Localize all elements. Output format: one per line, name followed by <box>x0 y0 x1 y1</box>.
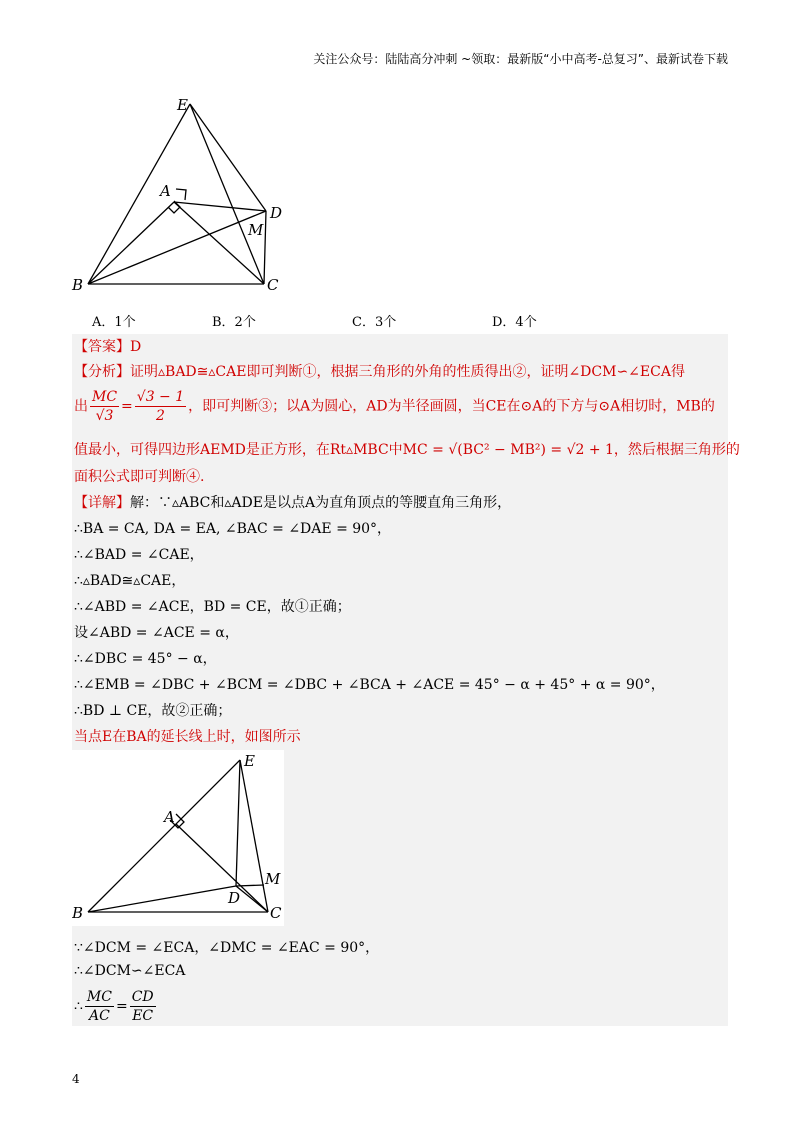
choice-c: C．3个 <box>352 315 397 330</box>
label-M: M <box>248 221 264 239</box>
segment-BD <box>88 211 266 284</box>
page-header: 关注公众号：陆陆高分冲刺 ~领取：最新版“小中高考-总复习”、最新试卷下载 <box>313 52 728 66</box>
fraction-mc-sqrt3 <box>90 388 119 425</box>
answer-value: D <box>130 339 142 355</box>
segment-AB <box>88 202 174 284</box>
fraction-sqrt3-minus-1-over-2 <box>135 388 186 425</box>
analysis-text-1: 证明▵BAD≅▵CAE即可判断①，根据三角形的外角的性质得出②，证明∠DCM∽∠ECA得 <box>130 364 685 380</box>
detail-line-10: 当点E在BA的延长线上时，如图所示 <box>74 729 301 745</box>
label-A: A <box>160 182 171 200</box>
label-B: B <box>72 904 84 922</box>
detail-line-8: ∴∠EMB = ∠DBC + ∠BCM = ∠DBC + ∠BCA + ∠ACE = 45° − α + 45° + α = 90°， <box>74 677 665 693</box>
choice-d: D．4个 <box>492 315 537 330</box>
analysis-line-2 <box>74 388 715 425</box>
analysis-tag: 【分析】 <box>74 364 130 380</box>
label-E: E <box>177 96 188 114</box>
detail-line-13 <box>74 988 158 1025</box>
therefore-sign: ∴ <box>74 998 83 1015</box>
detail-line-5: ∴∠ABD = ∠ACE，BD = CE，故①正确； <box>74 599 351 615</box>
segment-EC <box>190 104 264 284</box>
label-E: E <box>244 752 255 770</box>
analysis-line-3: 值最小，可得四边形AEMD是正方形，在Rt▵MBC中MC = √(BC² − MB²) = √2 + 1，然后根据三角形的 <box>74 442 740 458</box>
detail-line-7: ∴∠DBC = 45° − α， <box>74 651 217 667</box>
detail-line-4: ∴▵BAD≅▵CAE， <box>74 573 186 589</box>
detail-tag: 【详解】 <box>74 495 130 511</box>
fraction-den: AC <box>89 1008 110 1024</box>
detail-line-2: ∴BA = CA, DA = EA, ∠BAC = ∠DAE = 90°， <box>74 521 392 537</box>
fraction-num: CD <box>131 989 154 1005</box>
segment-DC <box>236 886 268 912</box>
fraction-num: MC <box>92 389 118 405</box>
fraction-num: MC <box>86 989 112 1005</box>
label-D: D <box>270 204 283 222</box>
detail-line-11: ∵∠DCM = ∠ECA，∠DMC = ∠EAC = 90°， <box>74 940 380 956</box>
label-B: B <box>72 276 84 294</box>
fraction-den: EC <box>132 1008 154 1024</box>
segment-ED <box>236 760 240 886</box>
fraction-num: √3 − 1 <box>136 389 185 405</box>
right-angle-mark-1 <box>176 189 186 200</box>
analysis-text-2-pre: 出 <box>74 398 88 415</box>
detail-line-6: 设∠ABD = ∠ACE = α， <box>74 625 239 641</box>
segment-AD <box>174 202 266 211</box>
answer-line <box>74 336 141 356</box>
analysis-text-2-post: ，即可判断③；以A为圆心，AD为半径画圆，当CE在⊙A的下方与⊙A相切时，MB的 <box>188 398 715 415</box>
detail-line-1 <box>74 492 511 512</box>
choice-a: A．1个 <box>92 315 136 330</box>
detail-line-9: ∴BD ⊥ CE，故②正确； <box>74 703 232 719</box>
segment-DC <box>264 211 266 284</box>
fraction-cd-ec <box>130 988 156 1025</box>
detail-line-3: ∴∠BAD = ∠CAE， <box>74 547 204 563</box>
equals-sign: = <box>121 398 133 415</box>
label-D: D <box>228 889 241 907</box>
answer-choices <box>92 311 652 331</box>
label-A: A <box>164 808 175 826</box>
geometry-figure-2 <box>72 750 284 926</box>
fraction-mc-ac <box>85 988 114 1025</box>
detail-line-12: ∴∠DCM∽∠ECA <box>74 963 186 979</box>
analysis-line-1 <box>74 361 685 381</box>
detail-text-1: 解：∵▵ABC和▵ADE是以点A为直角顶点的等腰直角三角形， <box>130 495 512 511</box>
analysis-line-4: 面积公式即可判断④. <box>74 469 205 485</box>
fraction-den: √3 <box>95 408 114 424</box>
answer-tag: 【答案】 <box>74 339 130 355</box>
segment-EB <box>88 104 190 284</box>
equals-sign: = <box>115 998 128 1015</box>
geometry-figure-1 <box>70 92 300 302</box>
label-C: C <box>267 276 279 294</box>
label-M: M <box>265 870 281 888</box>
choice-b: B．2个 <box>212 315 256 330</box>
label-C: C <box>270 904 282 922</box>
page-number: 4 <box>72 1072 80 1086</box>
fraction-den: 2 <box>156 408 165 424</box>
